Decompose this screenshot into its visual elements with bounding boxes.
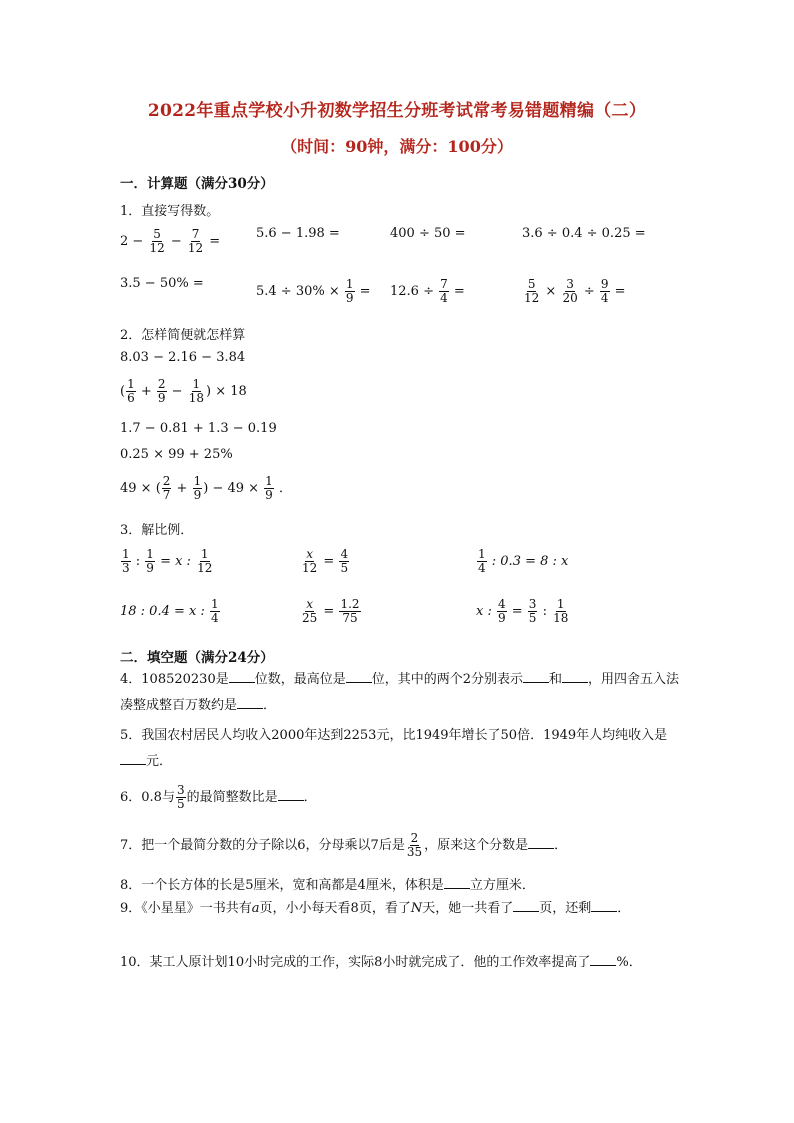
q3-label: 3．解比例．	[120, 523, 194, 538]
q4-blank-4[interactable]	[562, 670, 588, 683]
q2-expr-3: 1.7 − 0.81 + 1.3 − 0.19	[120, 421, 277, 436]
q2-expr-5: 49 × ( $\frac{2}{7}$ + $\frac{1}{9}$ ) − 49 × $\frac{1}{9}$ ．	[120, 474, 292, 502]
q9-blank-2[interactable]	[591, 899, 617, 912]
q1-expr-6: 5.4 ÷ 30% × $\frac{1}{9}$ =	[256, 277, 371, 305]
q1-expr-1: 2 − $\frac{5}{12}$ − $\frac{7}{12}$ =	[120, 227, 221, 255]
q4-text: 4．108520230是 位数，最高位是 位，其中的两个2分别表示 和 ，用四舍五入法凑整成整百万数约是 ．	[120, 672, 680, 713]
q10-blank[interactable]	[590, 953, 616, 966]
q7-text: 7．把一个最简分数的分子除以6，分母乘以7后是 $\frac{2}{35}$ ，原来这个分数是 ．	[120, 831, 568, 859]
q3-proportion-5: $\frac{x}{25}$ = $\frac{1.2}{75}$	[302, 597, 360, 625]
q1-expr-5: 3.5 − 50% =	[120, 276, 204, 291]
q2-expr-1: 8.03 − 2.16 − 3.84	[120, 350, 246, 365]
q1-expr-4: 3.6 ÷ 0.4 ÷ 0.25 =	[522, 226, 646, 241]
q5-text: 5．我国农村居民人均收入2000年达到2253元，比1949年增长了50倍．1949年人均纯收入是元．	[120, 728, 668, 769]
q1-expr-7: 12.6 ÷ $\frac{7}{4}$ =	[390, 277, 465, 305]
q9-blank-1[interactable]	[513, 899, 539, 912]
q2-label: 2．怎样简便就怎样算	[120, 328, 246, 343]
q1-expr-3: 400 ÷ 50 =	[390, 226, 466, 241]
q3-proportion-4: 18 : 0.4 = x : $\frac{1}{4}$	[120, 597, 219, 625]
q3-proportion-2: $\frac{x}{12}$ = $\frac{4}{5}$	[302, 547, 349, 575]
q8-blank[interactable]	[444, 876, 470, 889]
q4-blank-2[interactable]	[346, 670, 372, 683]
q2-expr-2: ( $\frac{1}{6}$ + $\frac{2}{9}$ − $\frac{1}{18}$ ) × 18	[120, 377, 247, 405]
q6-text: 6．0.8与 $\frac{3}{5}$ 的最简整数比是 ．	[120, 783, 317, 811]
q4-blank-3[interactable]	[523, 670, 549, 683]
q9-text: 9．《小星星》一书共有a页，小小每天看8页，看了N天，她一共看了 页，还剩 ．	[120, 901, 631, 916]
q4-blank-1[interactable]	[229, 670, 255, 683]
q4-blank-5[interactable]	[237, 696, 263, 709]
q10-text: 10．某工人原计划10小时完成的工作，实际8小时就完成了．他的工作效率提高了 %．	[120, 955, 642, 970]
q1-expr-2: 5.6 − 1.98 =	[256, 226, 340, 241]
page-title: 2022年重点学校小升初数学招生分班考试常考易错题精编（二）	[147, 101, 647, 121]
page-subtitle: （时间：90钟，满分：100分）	[281, 137, 513, 156]
q3-proportion-3: $\frac{1}{4}$ : 0.3 = 8 : x	[478, 547, 569, 575]
section-1-heading: 一．计算题（满分30分）	[120, 176, 274, 192]
q1-label: 1．直接写得数。	[120, 204, 220, 219]
q5-blank[interactable]	[120, 752, 146, 765]
q8-text: 8．一个长方体的长是5厘米，宽和高都是4厘米，体积是 立方厘米．	[120, 878, 535, 893]
q3-proportion-1: $\frac{1}{3}$ : $\frac{1}{9}$ = x : $\frac{1}{12}$	[122, 547, 213, 575]
section-2-heading: 二．填空题（满分24分）	[120, 650, 274, 666]
q2-expr-4: 0.25 × 99 + 25%	[120, 447, 233, 462]
q6-blank[interactable]	[278, 788, 304, 801]
q7-blank[interactable]	[528, 836, 554, 849]
q3-proportion-6: x : $\frac{4}{9}$ = $\frac{3}{5}$ : $\frac{1}{18}$	[476, 597, 569, 625]
q1-expr-8: $\frac{5}{12}$ × $\frac{3}{20}$ ÷ $\frac{9}{4}$ =	[524, 277, 626, 305]
